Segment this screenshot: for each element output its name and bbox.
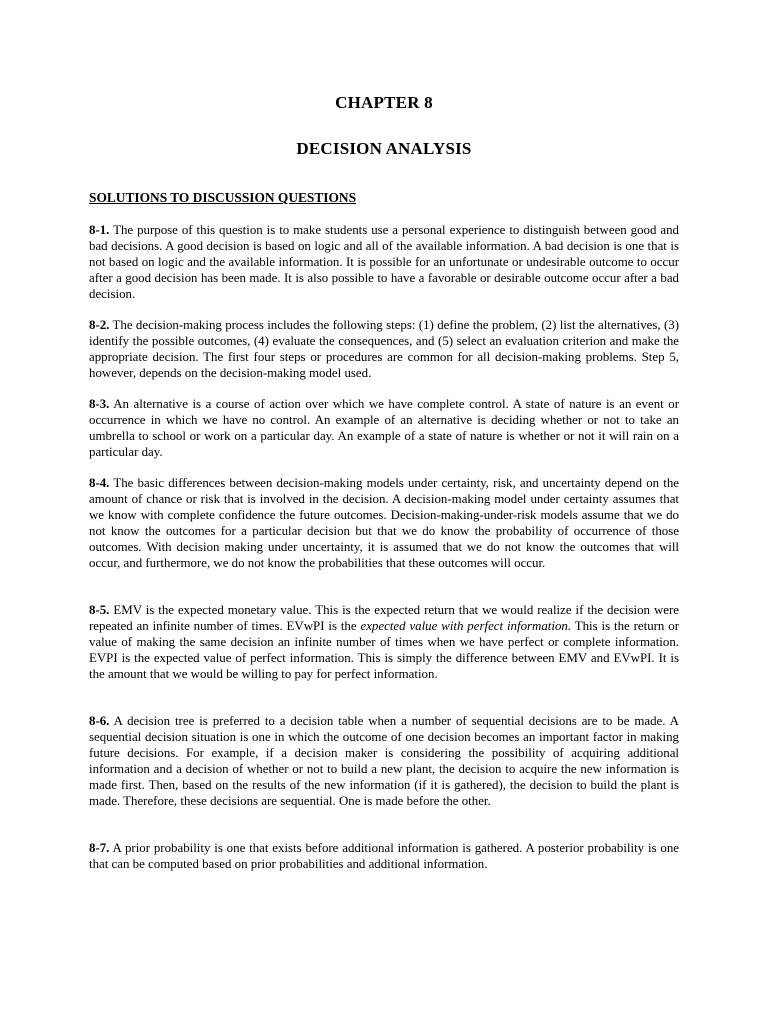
question-answer-continued: This is the return or value of making the same decision an infinite number of times when we have perfect or complete information. EVPI is the expected value of perfect information. This is simply the difference between EMV and EVwPI. It is the amount that we would be willing to pay for perfect information. bbox=[89, 618, 679, 681]
question-answer: The purpose of this question is to make students use a personal experience to distinguish between good and bad decisions. A good decision is based on logic and all of the available information. A bad decision is one that is not based on logic and the available information. It is possible for an unfortunate or undesirable outcome to occur after a good decision has been made. It is also possible to have a favorable or desirable outcome occur after a bad decision. bbox=[89, 223, 679, 301]
question-number: 8-5. bbox=[89, 603, 110, 617]
question-number: 8-2. bbox=[89, 318, 110, 332]
question-8-7 bbox=[89, 841, 679, 873]
question-number: 8-1. bbox=[89, 223, 110, 237]
question-number: 8-4. bbox=[89, 476, 110, 490]
chapter-heading: CHAPTER 8 bbox=[335, 93, 433, 112]
question-number: 8-7. bbox=[89, 841, 110, 855]
question-answer: The basic differences between decision-making models under certainty, risk, and uncertainty depend on the amount of chance or risk that is involved in the decision. A decision-making model under certainty assumes that we know with complete confidence the future outcomes. Decision-making-under-risk models assume that we do not know the outcomes for a particular decision but that we do know the probability of occurrence of those outcomes. With decision making under uncertainty, it is assumed that we do not know the outcomes that will occur, and furthermore, we do not know the probabilities that these outcomes will occur. bbox=[89, 476, 679, 570]
question-8-1 bbox=[89, 223, 679, 303]
question-answer: A prior probability is one that exists before additional information is gathered. A posterior probability is one that can be computed based on prior probabilities and additional information. bbox=[89, 841, 679, 871]
question-8-3 bbox=[89, 397, 679, 461]
question-8-2 bbox=[89, 318, 679, 382]
question-answer: EMV is the expected monetary value. This is the expected return that we would realize if the decision were repeated an infinite number of times. EVwPI is the bbox=[89, 603, 679, 633]
question-number: 8-3. bbox=[89, 397, 110, 411]
question-number: 8-6. bbox=[89, 714, 110, 728]
section-heading: SOLUTIONS TO DISCUSSION QUESTIONS bbox=[89, 190, 357, 205]
question-8-6 bbox=[89, 714, 679, 809]
question-8-4 bbox=[89, 476, 679, 571]
page-title: DECISION ANALYSIS bbox=[296, 139, 472, 158]
question-8-5 bbox=[89, 603, 679, 683]
question-answer: An alternative is a course of action over which we have complete control. A state of nature is an event or occurrence in which we have no control. An example of an alternative is deciding whether or not to take an umbrella to school or work on a particular day. An example of a state of nature is whether or not it will rain on a particular day. bbox=[89, 397, 679, 459]
italic-term: expected value with perfect information. bbox=[360, 618, 572, 633]
question-answer: A decision tree is preferred to a decision table when a number of sequential decisions are to be made. A sequential decision situation is one in which the outcome of one decision becomes an important factor in making future decisions. For example, if a decision maker is considering the possibility of acquiring additional information and a decision of whether or not to build a new plant, the decision to acquire the new information is made first. Then, based on the results of the new information (if it is gathered), the decision to build the plant is made. Therefore, these decisions are sequential. One is made before the other. bbox=[89, 714, 679, 808]
question-answer: The decision-making process includes the following steps: (1) define the problem, (2) list the alternatives, (3) identify the possible outcomes, (4) evaluate the consequences, and (5) select an evaluation criterion and make the appropriate decision. The first four steps or procedures are common for all decision-making problems. Step 5, however, depends on the decision-making model used. bbox=[89, 318, 679, 380]
